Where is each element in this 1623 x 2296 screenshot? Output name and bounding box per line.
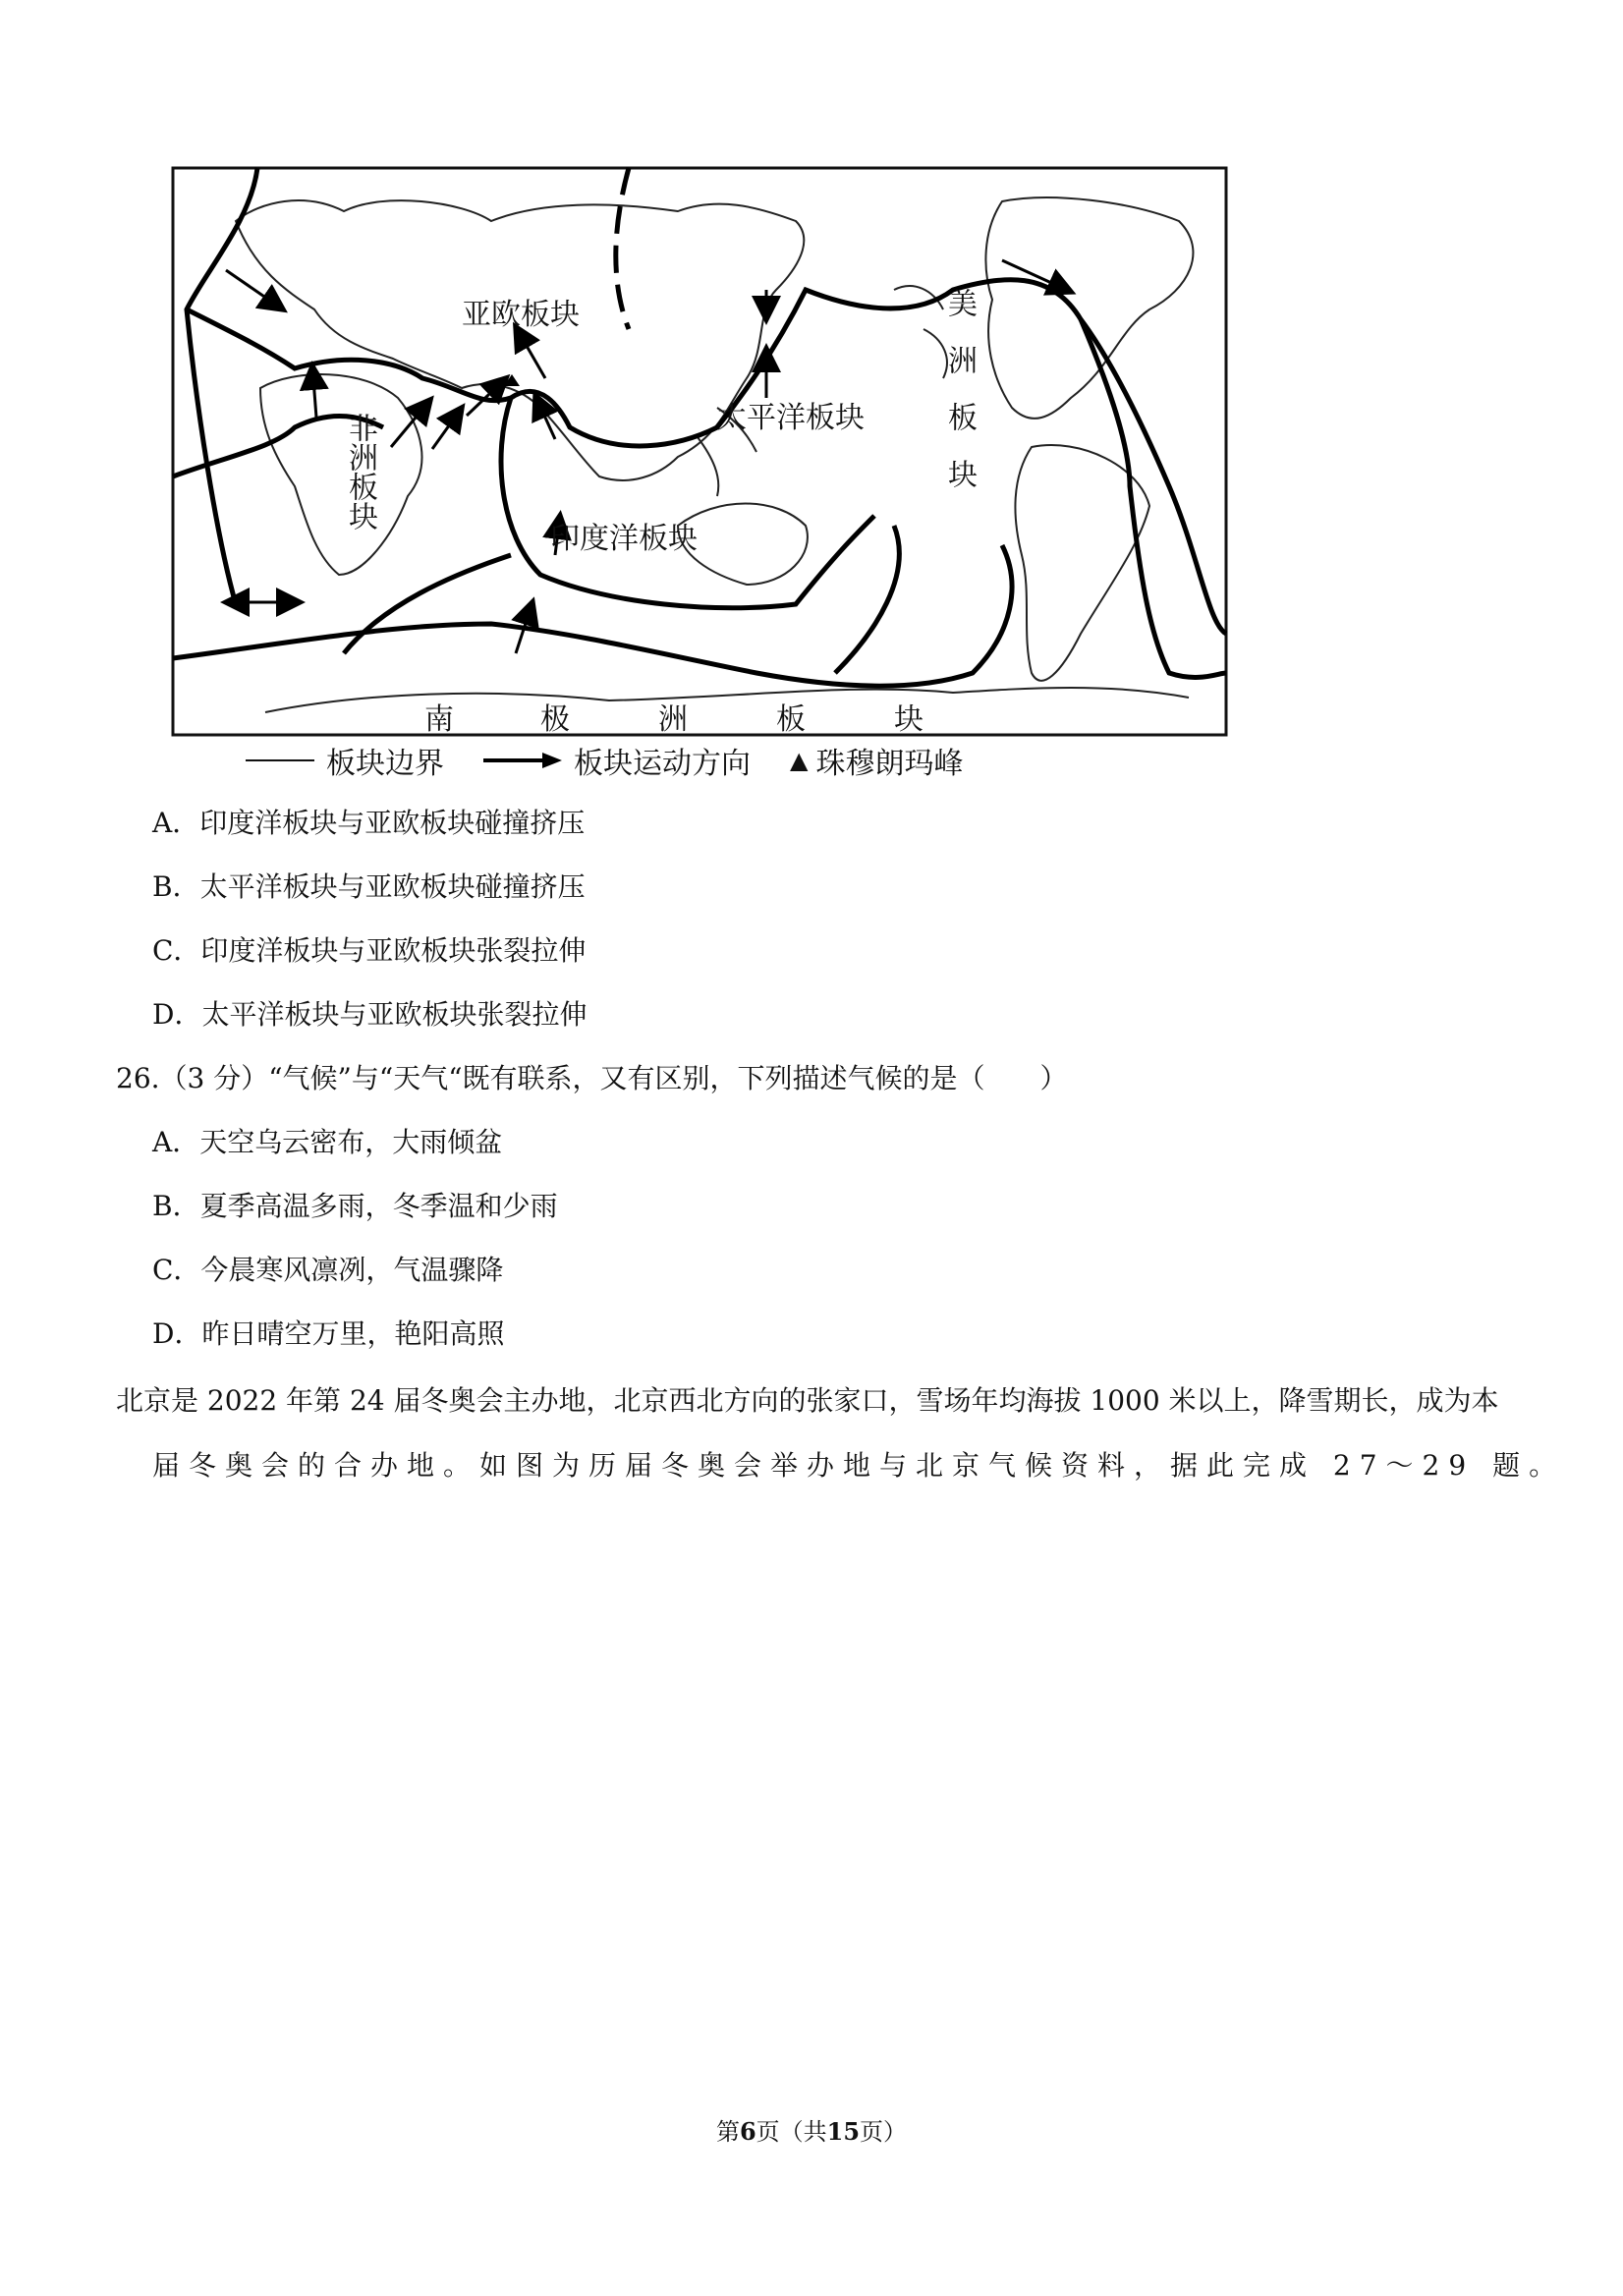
- label-american-plate-text: 美洲板块: [942, 288, 977, 516]
- label-antarctic-2: 极: [540, 702, 570, 737]
- legend-motion-label: 板块运动方向: [574, 747, 751, 781]
- footer-page-number: 6: [739, 2117, 756, 2146]
- label-eurasian-plate: 亚欧板块: [462, 298, 580, 332]
- map-frame: [173, 168, 1226, 735]
- label-antarctic-5: 块: [894, 702, 923, 737]
- triangle-icon: ▲: [790, 747, 809, 774]
- legend-motion: [483, 739, 751, 782]
- q26-option-d: D．昨日晴空万里，艳阳高照: [152, 1317, 505, 1350]
- footer-total-pages: 15: [826, 2117, 861, 2146]
- legend-peak-label: 珠穆朗玛峰: [815, 747, 964, 781]
- label-african-plate: [339, 413, 377, 531]
- q25-option-c: C．印度洋板块与亚欧板块张裂拉伸: [152, 934, 587, 967]
- q26-option-b: B．夏季高温多雨，冬季温和少雨: [152, 1190, 558, 1222]
- intro-line-2: 届冬奥会的合办地。如图为历届冬奥会举办地与北京气候资料，据此完成 27～29 题。: [152, 1449, 1566, 1482]
- label-american-plate: [938, 288, 977, 516]
- plate-map-drawing: [167, 162, 1238, 791]
- label-african-plate-text: 非洲板块: [343, 413, 377, 531]
- label-pacific-plate: 太平洋板块: [717, 401, 865, 435]
- label-antarctic-4: 板: [776, 702, 806, 737]
- footer-prefix: 第: [715, 2118, 740, 2146]
- legend-boundary: [246, 739, 444, 782]
- footer-suffix: 页）: [860, 2118, 908, 2146]
- motion-arrow-icon: [483, 751, 562, 770]
- intro-line-1: 北京是 2022 年第 24 届冬奥会主办地，北京西北方向的张家口，雪场年均海拔 1000 米以上，降雪期长，成为本: [116, 1384, 1499, 1417]
- label-antarctic-1: 南: [424, 702, 454, 737]
- q26-option-c: C．今晨寒风凛冽，气温骤降: [152, 1254, 504, 1286]
- label-antarctic-3: 洲: [658, 702, 688, 737]
- map-legend: [246, 739, 1002, 782]
- boundary-line-icon: [246, 759, 314, 761]
- q26-stem: 26.（3 分）“气候”与“天气“既有联系，又有区别，下列描述气候的是（ ）: [116, 1062, 1068, 1094]
- plate-map: [167, 162, 1238, 791]
- q25-option-b: B．太平洋板块与亚欧板块碰撞挤压: [152, 870, 586, 903]
- q25-option-a: A．印度洋板块与亚欧板块碰撞挤压: [152, 807, 586, 839]
- q26-option-a: A．天空乌云密布，大雨倾盆: [152, 1126, 503, 1158]
- footer-mid: 页（共: [756, 2118, 827, 2146]
- label-indian-plate: 印度洋板块: [550, 522, 698, 556]
- page-footer: [0, 2112, 1623, 2147]
- legend-boundary-label: 板块边界: [326, 747, 444, 781]
- q25-option-d: D．太平洋板块与亚欧板块张裂拉伸: [152, 998, 588, 1031]
- legend-peak: [790, 739, 963, 782]
